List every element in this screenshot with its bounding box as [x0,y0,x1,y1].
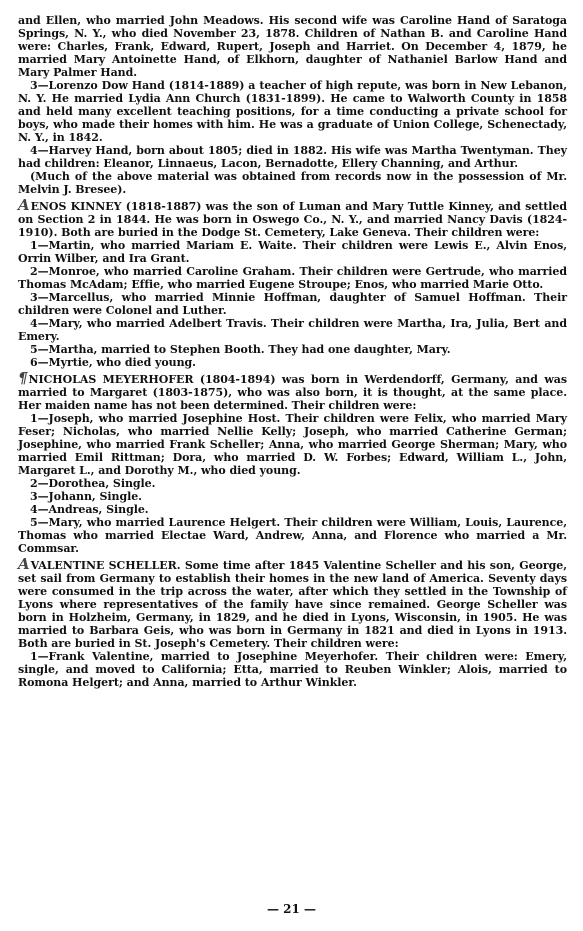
paragraph: and Ellen, who married John Meadows. His second wife was Caroline Hand of Saratoga Springs, N. Y., who died November 23, 1878. Children of Nathan B. and Caroline Hand were: Charles, Frank, Edward, Rupert, Joseph and Harriet. On December 4, 1879, he married Mary Antoinette Hand, of Elkhorn, daughter of Nathaniel Barlow Hand and Mary Palmer Hand. [18,14,567,79]
child-item: 6—Myrtie, who died young. [30,356,196,369]
paragraph-mark-icon: ¶ [18,369,28,387]
entry-heading-paragraph [18,369,567,412]
child-item: 1—Martin, who married Mariam E. Waite. Their children were Lewis E., Alvin Enos, Orrin Wilber, and Ira Grant. [18,239,567,265]
meyerhofer-entry [18,369,567,555]
document-page [18,14,567,689]
child-item: 4—Mary, who married Adelbert Travis. Their children were Martha, Ira, Julia, Bert and Emery. [18,317,567,343]
hand-family-continuation [18,14,567,196]
child-item: 2—Monroe, who married Caroline Graham. Their children were Gertrude, who married Thomas McAdam; Effie, who married Eugene Stroupe; Enos, who married Marie Otto. [18,265,567,291]
entry-heading-text: VALENTINE SCHELLER. Some time after 1845 Valentine Scheller and his son, George, set sail from Germany to establish their homes in the new land of America. Seventy days were consumed in the trip across the water, after which they settled in the Township of Lyons where representatives of the family have since remained. George Scheller was born in Holzheim, Germany, in 1829, and he died in Lyons, Wisconsin, in 1905. He was married to Barbara Geis, who was born in Germany in 1821 and died in Lyons in 1913. Both are buried in St. Joseph's Cemetery. Their children were: [18,559,567,650]
child-item: 5—Mary, who married Laurence Helgert. Their children were William, Louis, Laurence, Thomas who married Electae Ward, Andrew, Anna, and Florence who married a Mr. Commsar. [18,516,567,555]
scheller-entry [18,555,567,689]
child-item: 4—Andreas, Single. [30,503,149,516]
entry-heading-paragraph [18,196,567,239]
page-number: — 21 — [266,902,317,916]
paragraph-mark-icon: A [18,196,30,214]
paragraph: 3—Lorenzo Dow Hand (1814-1889) a teacher of high repute, was born in New Lebanon, N. Y. He married Lydia Ann Church (1831-1899). He came to Walworth County in 1858 and held many excellent teaching positions, for a time conducting a private school for boys, who made their homes with him. He was a graduate of Union College, Schenectady, N. Y., in 1842. [18,79,567,144]
child-item: 5—Martha, married to Stephen Booth. They had one daughter, Mary. [30,343,451,356]
paragraph: (Much of the above material was obtained from records now in the possession of Mr. Melvin J. Bresee). [18,170,567,196]
entry-heading-paragraph [18,555,567,650]
entry-heading-text: ENOS KINNEY (1818-1887) was the son of Luman and Mary Tuttle Kinney, and settled on Section 2 in 1844. He was born in Oswego Co., N. Y., and married Nancy Davis (1824-1910). Both are buried in the Dodge St. Cemetery, Lake Geneva. Their children were: [18,200,567,239]
entry-heading-text: NICHOLAS MEYERHOFER (1804-1894) was born in Werdendorff, Germany, and was married to Margaret (1803-1875), who was also born, it is thought, at the same place. Her maiden name has not been determined. Their children were: [18,373,567,412]
paragraph: 4—Harvey Hand, born about 1805; died in 1882. His wife was Martha Twentyman. They had children: Eleanor, Linnaeus, Lacon, Bernadotte, Ellery Channing, and Arthur. [18,144,567,170]
child-item: 1—Joseph, who married Josephine Host. Their children were Felix, who married Mary Feser; Nicholas, who married Nellie Kelly; Joseph, who married Catherine German; Josephine, who married Frank Scheller; Anna, who married George Sherman; Mary, who married Emil Rittman; Dora, who married D. W. Forbes; Edward, William L., John, Margaret L., and Dorothy M., who died young. [18,412,567,477]
child-item: 2—Dorothea, Single. [30,477,156,490]
child-item: 3—Marcellus, who married Minnie Hoffman, daughter of Samuel Hoffman. Their children were Colonel and Luther. [18,291,567,317]
kinney-entry [18,196,567,369]
child-item: 3—Johann, Single. [30,490,142,503]
child-item: 1—Frank Valentine, married to Josephine Meyerhofer. Their children were: Emery, single, and moved to California; Etta, married to Reuben Winkler; Alois, married to Romona Helgert; and Anna, married to Arthur Winkler. [18,650,567,689]
paragraph-mark-icon: A [18,555,30,573]
